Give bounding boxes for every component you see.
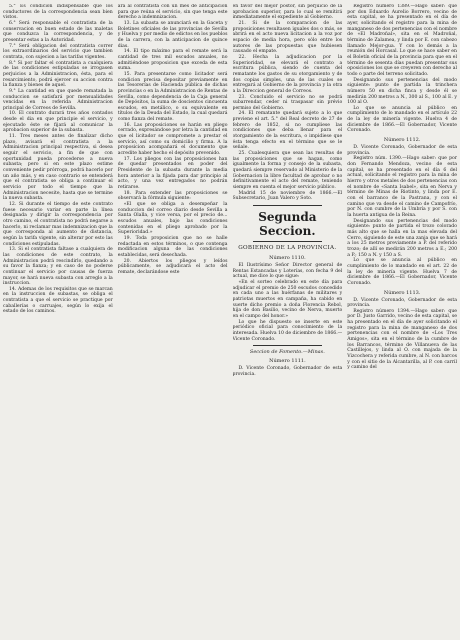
paragraph: El Ilustrísimo Señor Director general de Rentas Estancadas y Loterías, con fecha 9 del actual, me dice lo que sigue: (232, 262, 343, 280)
item-number: Número 1112. (383, 137, 421, 144)
column-2 (118, 4, 228, 636)
paragraph: 17. Los pliegos con las proposiciones han de quedar presentados en poder del Presidente de la subasta durante la media hora anterior a la fijada para dar principio al acto, y una vez entregados no podrán retirarse. (117, 156, 228, 190)
paragraph: ará al contratista con un mes de anticipacion para que reúna el servicio, sin que tenga este derecho a indemnizacion. (117, 4, 228, 21)
paragraph: 19. Toda proposicion que no se halle redactada en estos términos, o que contenga modificacion alguna de las condiciones establecidas, será desechada. (117, 235, 228, 258)
paragraph: 16. Las proposiciones se harán en pliego cerrado, expresándose por letra la cantidad en que el licitador se compromete a prestar el servicio, así como su domicilio y firma. A la proposicion acompañará el documento que acredite haber hecho el depósito prevenido. (117, 122, 228, 157)
paragraph: 21. Si de la comparacion de las proposiciones resultasen iguales dos o más, se abrirá en el acto nueva licitacion a la voz por espacio de media hora, pero sólo entre los autores de las propuestas que hubiesen causado el empate. (232, 20, 343, 55)
paragraph: Registro núm. 1390.—Hago saber: que por don Fernando Mendoza, vecino de esta capital, se ha presentado en el día 6 del actual, solicitando el registro para la mina de hierro y otros metales de dos pertenencias con el nombre de «Santa Isabel», sita en Nerva y término de Minas de Riotinto, y linda por E. con el barranco de la Pastrana, y con el camino que va desde el camino de Campofrío, por N. con cumbre de la Umbría y por S. con la huerta antigua de la Reina. (347, 156, 457, 218)
paragraph: D. Vicente Coronado, Gobernador de esta provincia. (347, 145, 457, 156)
column-1 (3, 4, 113, 636)
paragraph: D. Vicente Coronado, Gobernador de esta provincia. (347, 297, 457, 309)
column-4 (347, 4, 457, 636)
paragraph: Lo que se anuncia al público en cumplimiento de lo mandado en el art. 22 de la ley de minería vigente. Huelva 7 de diciembre de 1866.—El Gobernador, Vicente Coronado. (347, 258, 457, 286)
paragraph: D. Vicente Coronado, Gobernador de esta provincia. (232, 366, 343, 377)
paragraph: 11. Tres meses antes de finalizar dicho plazo, avisará el contratista a la Administracion principal respectiva, si desea seguir el servicio, a fin de que con oportunidad pueda procederse a nueva subasta; pero si en este plazo estime conveniente pedir prórroga, podrá hacerlo por un año más, y en caso contrario se entenderá que el contratista se obliga a continuar el servicio por todo el tiempo que la Administracion necesite, hasta que se termine la nueva subasta. (3, 134, 113, 202)
divider (253, 205, 323, 206)
paragraph: Designando sus pertenencias del modo siguiente: punto de partida la trinchera número 50 en dicha finca y desde él se medirán 200 metros a N., 300 al S., 100 al E. y 100 al O. (347, 77, 457, 106)
paragraph: 25. Cualesquiera que sean las resultas de las proposiciones que se hagan, como igualmente la forma y consejo de la subasta, quedará siempre reservado al Ministerio de la Gobernacion la libre facultad de aprobar o no definitivamente el acto del remate, teniendo siempre en cuenta el mejor servicio público. (232, 151, 343, 190)
paragraph: 6.° Será responsable el contratista de la conservacion en buen estado de las maletas que conduzca la correspondencia, y de presentar estas a la Autoridad. (3, 20, 113, 43)
paragraph: Registro número 1394.—Hago saber: que por D. Justo Garrido, vecino de esta capital, se ha presentado en el día de ayer solicitando el registro para la mina de manganeso de dos pertenencias con el nombre de «Los Tres Amigos», sita en el término de la cumbre de los Barrancos, término de Villanueva de las Castillejos, y linda al O. con majada de la Vizcochera y referida cumbre, al N. con barcos y con el sitio de la Alcantarilla, al P. con carril y camino del (347, 308, 457, 371)
section-heading: Seccion de Fomento.—Minas. (249, 349, 325, 356)
paragraph: «En el sorteo celebrado en este día para adjudicar el premio de 250 escudos concedido en cada uno a las huérfanas de militares y patriotas muertos en campaña, ha cabido en suerte dicho premio a doña Florencia Rebol, hija de don Basilio, vecino de Nerva, muerto en el campo del honor.» (232, 279, 343, 319)
paragraph: en favor del mejor postor, sin perjuicio de la aprobacion superior, para lo cual se remitirá inmediatamente el expediente al Gobierno. (232, 4, 343, 21)
paragraph: 8.° Si por faltar el contratista a cualquiera de las condiciones estipuladas se irrogasen perjuicios a la Administracion, ésta, para el resarcimiento, podrá ejercer su accion contra la fianza y bienes de aquel. (3, 60, 113, 89)
paragraph: 10. El contrato durará tres años contados desde el dia en que principie el servicio, y ejecutado éste se fijará al comunicar la aprobacion superior de la subasta. (3, 111, 113, 134)
paragraph: «El que se obliga a desempeñar la conduccion del correo diario desde Sevilla a Santa Olalla, y vice versa, por el precio de... escudos anuales, bajo las condiciones contenidas en el pliego aprobado por la Superioridad.» (117, 201, 228, 236)
item-number: Número 1111. (269, 358, 306, 365)
paragraph: Designando sus pertenencias del modo siguiente: punto de partida el trozo colorado más alto que se halla en la mas elevada del Cerro, siguiendo de este una zanja que se hará a los 25 metros previamente a P. del referido trozo; de allí se medirán 200 metros a E.; 200 a P.; 150 a N. y 150 a S. (347, 218, 457, 258)
paragraph: 22. Hecha la adjudicacion por la Superioridad, se elevará el contrato a escritura pública, siendo de cuenta del rematante los gastos de su otorgamiento y de dos copias simples, una de las cuales se entregará al Gobierno de la provincia y la otra a la Direccion general de Correos. (232, 54, 343, 94)
paragraph: 12. Si durante el tiempo de este contrato fuese necesario variar en parte la línea designada y dirigir la correspondencia por otro camino, el contratista no podrá negarse a hacerlo, ni reclamar mas indemnizacion que la que corresponda al aumento de distancia, según la tarifa vigente, sin alterar por esto las condiciones estipuladas. (3, 201, 113, 247)
paragraph: 15. Para presentarse como licitador será condicion precisa depositar previamente en las Tesorerías de Hacienda pública de dichas provincias o en la Administracion de Rentas de Sevilla, como dependencia de la Caja general de Depósitos, la suma de doscientos cincuenta escudos, en metálico, o su equivalente en títulos de la Deuda del Estado, la cual quedará como fianza del remate. (117, 71, 228, 123)
paragraph: 23. Concluido el servicio no se podrá subarrendar, ceder ni traspasar sin prévio permiso del Gobierno. (232, 94, 343, 111)
section-title: Segunda Seccion. (258, 209, 317, 238)
paragraph: 18. Para extender las proposiciones se observará la fórmula siguiente: (117, 190, 228, 202)
column-3 (233, 4, 343, 636)
divider (253, 241, 323, 242)
paragraph: Madrid 15 de noviembre de 1866.—El Subsecretario, Juan Valero y Soto. (232, 190, 343, 202)
paragraph: 14. El tipo máximo para el remate será la cantidad de tres mil escudos anuales, no admitiéndose proposicion que exceda de esta suma. (117, 49, 228, 72)
paragraph: 24. El rematante quedará sujeto a lo que previene el art. 5.° del Real decreto de 27 de febrero de 1852, si no cumpliese las condiciones que deba llenar para el otorgamiento de la escritura, o impidiese que ésta tenga efecto en el término que se le señale. (232, 111, 343, 151)
item-number: Número 1110. (269, 254, 306, 261)
section-subtitle: GOBIERNO DE LA PROVINCIA. (238, 244, 337, 251)
paragraph: 9.° La cantidad en que quede rematada la conduccion se satisfará por mensualidades vencidas en la referida Administracion principal de Correos de Sevilla. (3, 88, 113, 111)
paragraph: Registro número 1389.—Hago saber: que por don Eduardo Aurelio Borrero, vecino de esta capital, se ha presentado en el día de ayer, solicitando el registro para la mina de manganeso de dos pertenencias con el nombre de «El Madroñal», sita en el Madroñal, término de Zalamea, y linda por E. con cabezo llamado Mejor-gua. Y con lo demás a la reunión del Horcasal. Lo que se hace saber en el Boletín oficial de la provincia para que en el término de sesenta días puedan presentar sus oposiciones los que se creyeren con derecho al todo o parte del terreno solicitado. (347, 4, 457, 77)
paragraph: 13. Si el contratista faltase a cualquiera de las condiciones de este contrato, la Administracion podrá rescindirlo, quedando a su favor la fianza; y en caso de no poderse continuar el servicio por causas de fuerza mayor, se hará nueva subasta con arreglo a la instruccion. (3, 247, 113, 287)
paragraph: Lo que he dispuesto se inserte en este periódico oficial para conocimiento de la interesada. Huelva 10 de diciembre de 1866.—Vicente Coronado. (232, 319, 343, 342)
paragraph: Lo que se anuncia al público en cumplimiento de lo mandado en el artículo 22 de la ley de minería vigente. Huelva 4 de diciembre de 1866.—El Gobernador, Vicente Coronado. (347, 105, 457, 134)
paragraph: 5.° Es condicion indispensable que los conductores de la correspondencia sean bien vistos. (3, 4, 113, 21)
paragraph: 13. La subasta se anunciará en la Gaceta y Boletines oficiales de las provincias de Sevilla y Huelva y por medio de edictos en los pueblos de la carrera, con la anticipacion de quince dias. (117, 20, 228, 49)
paragraph: 7.° Será obligacion del contratista correr los extraordinarios del servicio que tambien contrata, con sujecion a las tarifas vigentes. (3, 43, 113, 60)
item-number: Número 1113. (383, 289, 421, 296)
divider (253, 345, 323, 346)
paragraph: 14. Ademas de los requisitos que se marcan en la instruccion de subastas, se obliga el contratista a que el servicio se practique por caballerías o carruajes, según lo exija el estado de los caminos. (3, 286, 113, 315)
paragraph: 20. Abiertos los pliegos y leídos públicamente, se adjudicará el acto del remate, declarándose este (117, 258, 228, 275)
